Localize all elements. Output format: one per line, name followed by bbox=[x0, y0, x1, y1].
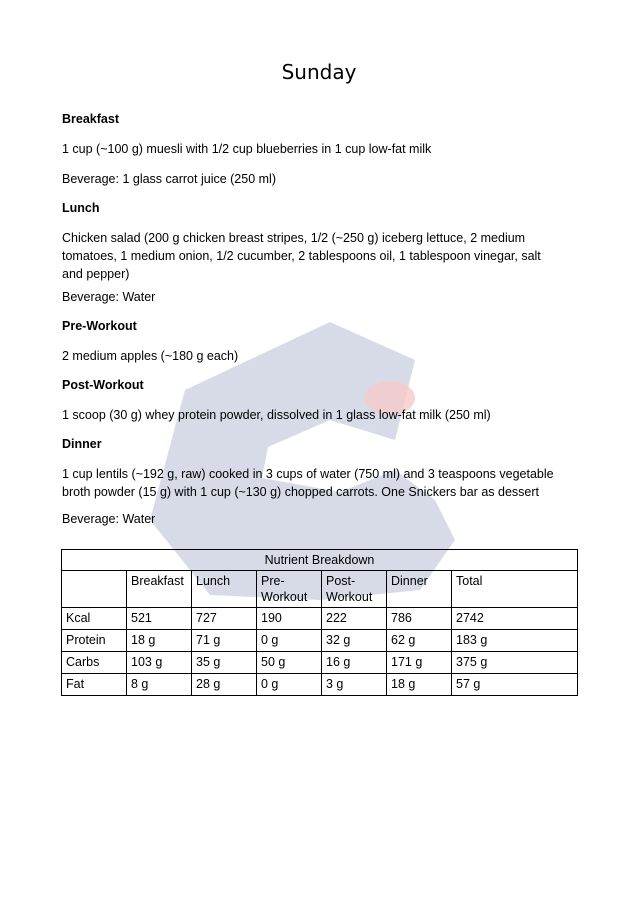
table-cell: 50 g bbox=[257, 652, 322, 674]
table-cell: 32 g bbox=[322, 630, 387, 652]
table-header-cell: Lunch bbox=[192, 571, 257, 608]
table-cell: 190 bbox=[257, 608, 322, 630]
table-cell: Fat bbox=[62, 674, 127, 696]
table-row-protein bbox=[62, 630, 578, 652]
table-cell: 786 bbox=[387, 608, 452, 630]
table-row-kcal bbox=[62, 608, 578, 630]
breakfast-text: 1 cup (~100 g) muesli with 1/2 cup blueberries in 1 cup low-fat milk bbox=[62, 142, 432, 156]
table-cell: 375 g bbox=[452, 652, 578, 674]
table-cell: 183 g bbox=[452, 630, 578, 652]
table-cell: 2742 bbox=[452, 608, 578, 630]
page-title: Sunday bbox=[281, 60, 357, 84]
postworkout-heading: Post-Workout bbox=[62, 378, 144, 392]
dinner-heading: Dinner bbox=[62, 437, 102, 451]
breakfast-heading: Breakfast bbox=[62, 112, 119, 126]
table-cell: 62 g bbox=[387, 630, 452, 652]
table-cell: 222 bbox=[322, 608, 387, 630]
table-cell: 18 g bbox=[387, 674, 452, 696]
table-cell: 0 g bbox=[257, 630, 322, 652]
table-header-cell: Post- Workout bbox=[322, 571, 387, 608]
table-header-cell: Breakfast bbox=[127, 571, 192, 608]
table-cell: 28 g bbox=[192, 674, 257, 696]
table-cell: Carbs bbox=[62, 652, 127, 674]
table-cell: 71 g bbox=[192, 630, 257, 652]
table-header-cell: Pre- Workout bbox=[257, 571, 322, 608]
table-cell: 521 bbox=[127, 608, 192, 630]
table-header-cell: Dinner bbox=[387, 571, 452, 608]
postworkout-text: 1 scoop (30 g) whey protein powder, dissolved in 1 glass low-fat milk (250 ml) bbox=[62, 408, 491, 422]
table-cell: 16 g bbox=[322, 652, 387, 674]
nutrient-table bbox=[61, 549, 578, 696]
table-header-cell: Total bbox=[452, 571, 578, 608]
breakfast-beverage: Beverage: 1 glass carrot juice (250 ml) bbox=[62, 172, 276, 186]
lunch-heading: Lunch bbox=[62, 201, 100, 215]
table-header-cell bbox=[62, 571, 127, 608]
table-cell: Protein bbox=[62, 630, 127, 652]
table-cell: 18 g bbox=[127, 630, 192, 652]
table-row-carbs bbox=[62, 652, 578, 674]
table-cell: 35 g bbox=[192, 652, 257, 674]
table-cell: 57 g bbox=[452, 674, 578, 696]
table-row-fat bbox=[62, 674, 578, 696]
table-cell: 171 g bbox=[387, 652, 452, 674]
table-cell: 0 g bbox=[257, 674, 322, 696]
table-cell: 3 g bbox=[322, 674, 387, 696]
lunch-beverage: Beverage: Water bbox=[62, 290, 156, 304]
dinner-beverage: Beverage: Water bbox=[62, 512, 156, 526]
lunch-text: Chicken salad (200 g chicken breast stripes, 1/2 (~250 g) iceberg lettuce, 2 medium tomatoes, 1 medium onion, 1/2 cucumber, 2 tablespoons oil, 1 tablespoon vinegar, salt and pepper) bbox=[62, 231, 541, 281]
table-cell: Kcal bbox=[62, 608, 127, 630]
table-cell: 8 g bbox=[127, 674, 192, 696]
table-caption: Nutrient Breakdown bbox=[62, 550, 578, 571]
table-header-row bbox=[62, 571, 578, 608]
dinner-text: 1 cup lentils (~192 g, raw) cooked in 3 cups of water (750 ml) and 3 teaspoons vegetable broth powder (15 g) with 1 cup (~130 g) chopped carrots. One Snickers bar as dessert bbox=[62, 467, 554, 499]
table-cell: 727 bbox=[192, 608, 257, 630]
preworkout-heading: Pre-Workout bbox=[62, 319, 137, 333]
preworkout-text: 2 medium apples (~180 g each) bbox=[62, 349, 239, 363]
table-cell: 103 g bbox=[127, 652, 192, 674]
